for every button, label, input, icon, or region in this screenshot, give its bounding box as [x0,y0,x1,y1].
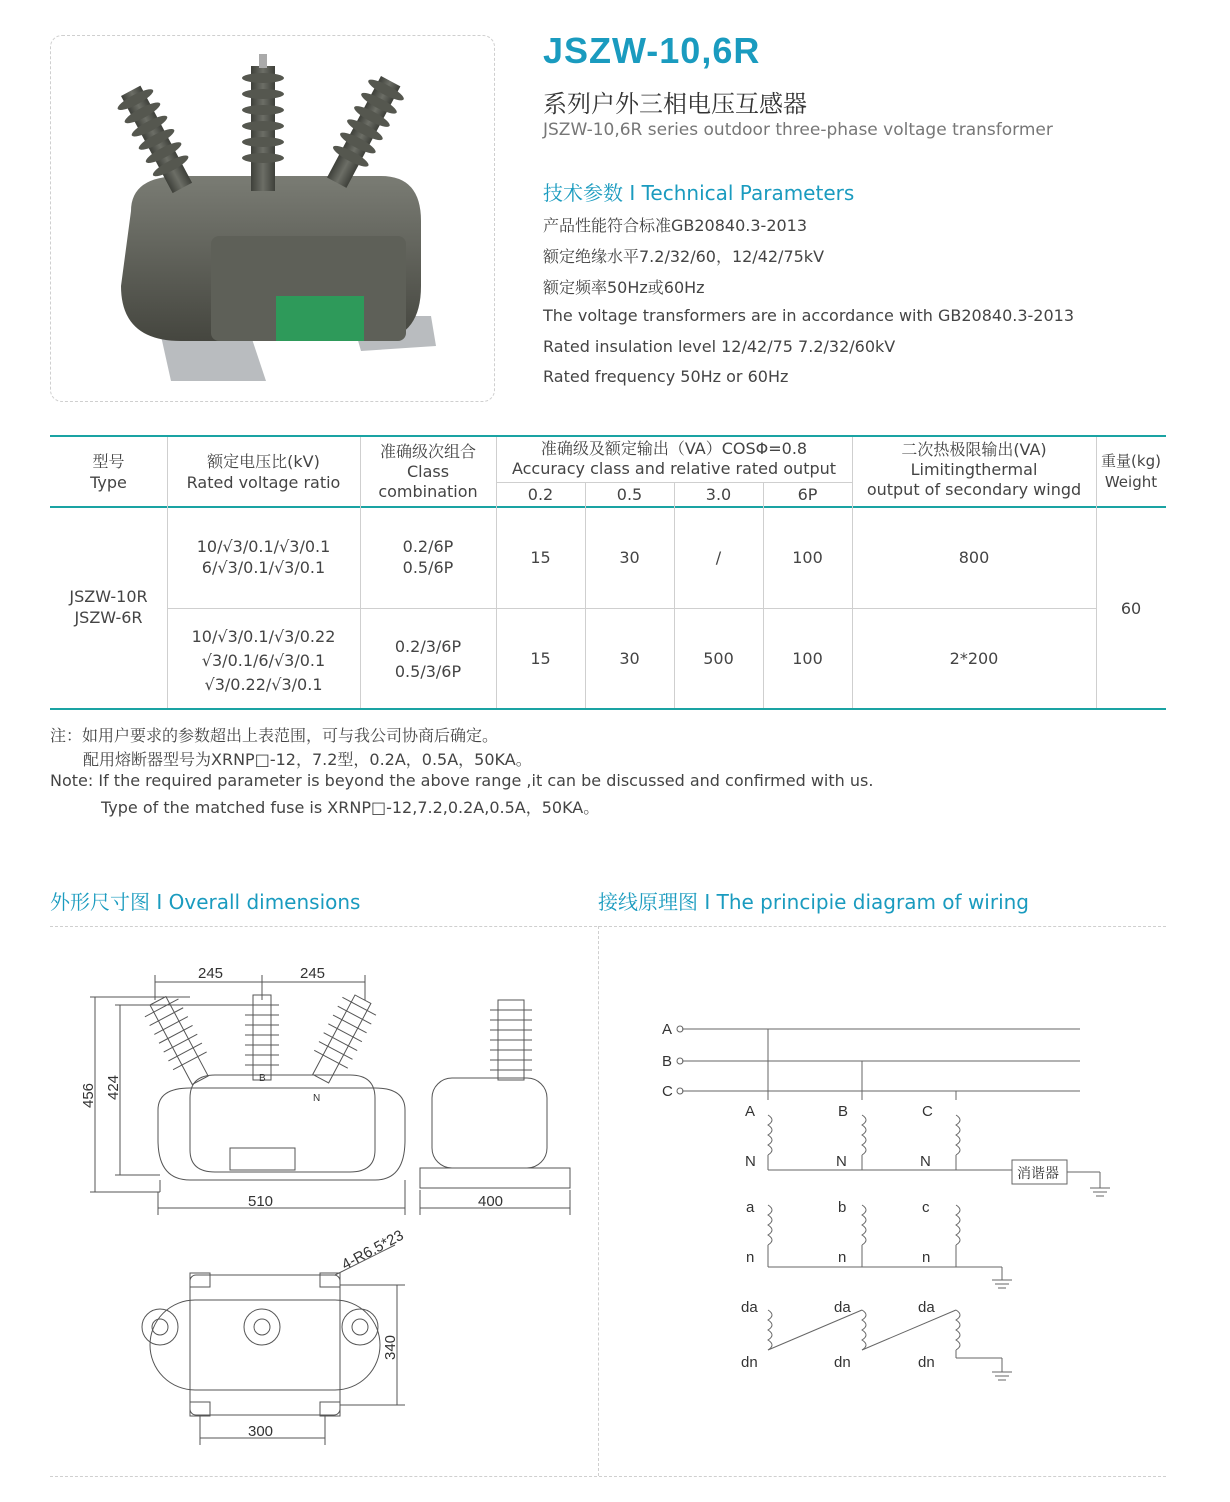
secondary-c: c [922,1199,930,1216]
primary-b: B [838,1103,849,1120]
residual-dn: dn [918,1354,935,1371]
dim-424: 424 [105,1074,122,1100]
dim-hole: 4-R6.5*23 [338,1226,407,1274]
row2-out-0.2: 15 [530,649,551,668]
header-acc-0.2: 0.2 [527,485,554,504]
row2-limit: 2*200 [949,649,999,668]
primary-n: N [920,1153,931,1170]
row1-limit: 800 [958,548,990,567]
type-cell: JSZW-10R JSZW-6R [69,587,148,627]
header-acc-6p: 6P [797,485,818,504]
row1-ratio: 10/√3/0.1/√3/0.1 6/√3/0.1/√3/0.1 [196,537,331,577]
dim-245-right: 245 [300,965,326,982]
wiring-diagram [650,1010,1170,1400]
header-acc-3.0: 3.0 [705,485,732,504]
header-accuracy: 准确级及额定输出（VA）COSΦ=0.8 Accuracy class and relative rated output [511,439,837,478]
residual-dn: dn [834,1354,851,1371]
row1-out-6p: 100 [792,548,823,567]
row1-out-3.0: / [715,548,722,567]
terminal-n-mark: N [313,1093,321,1104]
row2-ratio: 10/√3/0.1/√3/0.22 √3/0.1/6/√3/0.1 √3/0.22/√3/0.1 [191,627,336,694]
dim-400: 400 [478,1193,504,1210]
line-label-a: A [662,1021,673,1038]
header-class: 准确级次组合 Class combination [378,442,478,501]
note-line: Note: If the required parameter is beyond the above range ,it can be discussed and confirmed with us. [50,771,874,790]
dimension-drawing [50,940,590,1460]
secondary-n: n [838,1249,847,1266]
param-line: The voltage transformers are in accordance with GB20840.3-2013 [543,306,1074,325]
param-line: 额定绝缘水平7.2/32/60，12/42/75kV [543,247,825,266]
line-label-c: C [662,1083,673,1100]
subtitle-english: JSZW-10,6R series outdoor three-phase voltage transformer [543,120,1053,140]
secondary-n: n [922,1249,931,1266]
residual-da: da [741,1299,758,1316]
residual-da: da [834,1299,851,1316]
param-line: 额定频率50Hz或60Hz [543,278,705,297]
row1-out-0.2: 15 [530,548,551,567]
note-line: 注：如用户要求的参数超出上表范围，可与我公司协商后确定。 [50,726,499,745]
residual-dn: dn [741,1354,758,1371]
product-photo-frame [50,35,495,402]
tech-params-heading: 技术参数 I Technical Parameters [543,181,855,205]
row1-out-0.5: 30 [619,548,640,567]
residual-da: da [918,1299,935,1316]
header-acc-0.5: 0.5 [616,485,643,504]
dim-456: 456 [80,1082,97,1108]
dim-340: 340 [382,1334,399,1360]
product-title: JSZW-10,6R [543,30,761,71]
secondary-b: b [838,1199,847,1216]
row1-class: 0.2/6P 0.5/6P [402,537,454,577]
param-line: 产品性能符合标准GB20840.3-2013 [543,216,808,235]
dimensions-heading: 外形尺寸图 I Overall dimensions [50,890,361,914]
primary-c: C [922,1103,933,1120]
secondary-n: n [746,1249,755,1266]
primary-n: N [836,1153,847,1170]
header-ratio: 额定电压比(kV) Rated voltage ratio [186,452,341,492]
header-weight: 重量(kg) Weight [1101,452,1161,491]
row2-class: 0.2/3/6P 0.5/3/6P [394,637,462,681]
param-line: Rated insulation level 12/42/75 7.2/32/60kV [543,337,896,356]
wiring-heading: 接线原理图 I The principie diagram of wiring [598,890,1030,914]
secondary-a: a [746,1199,755,1216]
note-line: 配用熔断器型号为XRNP□-12，7.2型，0.2A，0.5A，50KA。 [83,750,532,769]
row2-out-0.5: 30 [619,649,640,668]
line-label-b: B [662,1053,673,1070]
primary-n: N [745,1153,756,1170]
primary-a: A [745,1103,756,1120]
header-type: 型号 Type [90,452,127,492]
transformer-photo [51,36,496,403]
weight-cell: 60 [1120,599,1142,618]
damper-label: 消谐器 [1017,1165,1059,1181]
note-line: Type of the matched fuse is XRNP□-12,7.2,0.2A,0.5A，50KA。 [101,798,600,817]
header-limit: 二次热极限输出(VA) Limitingthermal output of secondary wingd [866,440,1082,499]
param-line: Rated frequency 50Hz or 60Hz [543,367,789,386]
dim-245-left: 245 [198,965,224,982]
row2-out-6p: 100 [792,649,823,668]
dim-300: 300 [248,1423,274,1440]
subtitle-chinese: 系列户外三相电压互感器 [543,90,807,118]
terminal-b-mark: B [259,1073,266,1084]
row2-out-3.0: 500 [703,649,734,668]
dim-510: 510 [248,1193,274,1210]
